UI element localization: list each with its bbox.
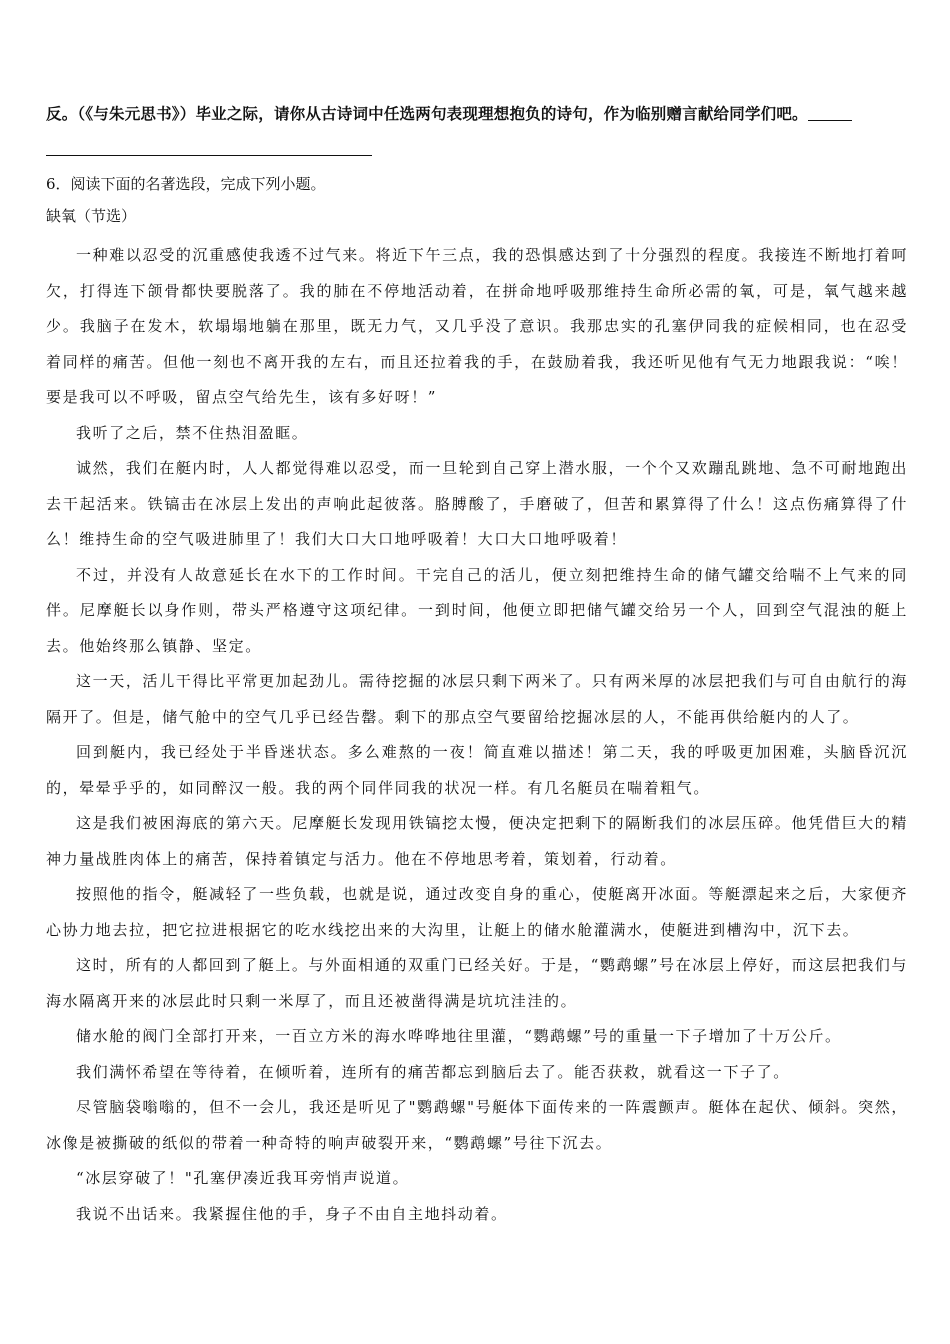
paragraph: 这是我们被困海底的第六天。尼摩艇长发现用铁镐挖太慢，便决定把剩下的隔断我们的冰层压碎。他凭借巨大的精神力量战胜肉体上的痛苦，保持着镇定与活力。他在不停地思考着，策划着，行动着。 <box>46 814 908 868</box>
answer-blank-inline[interactable] <box>808 102 852 121</box>
excerpt-body <box>46 238 908 1232</box>
paragraph: “冰层穿破了！"孔塞伊凑近我耳旁悄声说道。 <box>76 1169 410 1187</box>
paragraph: 这时，所有的人都回到了艇上。与外面相通的双重门已经关好。于是，“鹦鹉螺”号在冰层上停好，而这层把我们与海水隔离开来的冰层此时只剩一米厚了，而且还被凿得满是坑坑洼洼的。 <box>46 956 908 1010</box>
paragraph: 诚然，我们在艇内时，人人都觉得难以忍受，而一旦轮到自己穿上潜水服，一个个又欢蹦乱跳地、急不可耐地跑出去干起活来。铁镐击在冰层上发出的声响此起彼落。胳膊酸了，手磨破了，但苦和累算得了什么！这点伤痛算得了什么！维持生命的空气吸进肺里了！我们大口大口地呼吸着！大口大口地呼吸着！ <box>46 459 908 548</box>
paragraph: 我们满怀希望在等待着，在倾听着，连所有的痛苦都忘到脑后去了。能否获救，就看这一下子了。 <box>76 1062 790 1081</box>
paragraph: 我说不出话来。我紧握住他的手，身子不由自主地抖动着。 <box>76 1204 508 1223</box>
paragraph: 不过，并没有人故意延长在水下的工作时间。干完自己的活儿，便立刻把维持生命的储气罐交给喘不上气来的同伴。尼摩艇长以身作则，带头严格遵守这项纪律。一到时间，他便立即把储气罐交给另一个人，回到空气混浊的艇上去。他始终那么镇静、坚定。 <box>46 565 908 655</box>
question-title: 6．阅读下面的名著选段，完成下列小题。 <box>46 175 326 193</box>
previous-question-text: 反。（《与朱元思书》）毕业之际，请你从古诗词中任选两句表现理想抱负的诗句，作为临别赠言献给同学们吧。 <box>46 105 808 123</box>
previous-question-tail <box>46 101 914 127</box>
paragraph: 我听了之后，禁不住热泪盈眶。 <box>76 423 309 442</box>
answer-blank-line[interactable] <box>46 155 372 156</box>
paragraph: 这一天，活儿干得比平常更加起劲儿。需待挖掘的冰层只剩下两米了。只有两米厚的冰层把我们与可自由航行的海隔开了。但是，储气舱中的空气几乎已经告罄。剩下的那点空气要留给挖掘冰层的人，不能再供给艇内的人了。 <box>46 672 908 726</box>
paragraph: 按照他的指令，艇减轻了一些负载，也就是说，通过改变自身的重心，使艇离开冰面。等艇漂起来之后，大家便齐心协力地去拉，把它拉进根据它的吃水线挖出来的大沟里，让艇上的储水舱灌满水，使艇进到槽沟中，沉下去。 <box>46 885 908 939</box>
paragraph: 一种难以忍受的沉重感使我透不过气来。将近下午三点，我的恐惧感达到了十分强烈的程度。我接连不断地打着呵欠，打得连下颌骨都快要脱落了。我的肺在不停地活动着，在拼命地呼吸那维持生命所必需的氧，可是，氧气越来越少。我脑子在发木，软塌塌地躺在那里，既无力气，又几乎没了意识。我那忠实的孔塞伊同我的症候相同，也在忍受着同样的痛苦。但他一刻也不离开我的左右，而且还拉着我的手，在鼓励着我，我还听见他有气无力地跟我说：“唉！要是我可以不呼吸，留点空气给先生，该有多好呀！” <box>46 246 908 406</box>
excerpt-title: 缺氧（节选） <box>46 207 137 225</box>
paragraph: 储水舱的阀门全部打开来，一百立方米的海水哗哗地往里灌，“鹦鹉螺”号的重量一下子增加了十万公斤。 <box>76 1027 842 1045</box>
paragraph: 回到艇内，我已经处于半昏迷状态。多么难熬的一夜！简直难以描述！第二天，我的呼吸更加困难，头脑昏沉沉的，晕晕乎乎的，如同醉汉一般。我的两个同伴同我的状况一样。有几名艇员在喘着粗气。 <box>46 743 908 797</box>
paragraph: 尽管脑袋嗡嗡的，但不一会儿，我还是听见了"鹦鹉螺"号艇体下面传来的一阵震颤声。艇体在起伏、倾斜。突然，冰像是被撕破的纸似的带着一种奇特的响声破裂开来，“鹦鹉螺”号往下沉去。 <box>46 1098 908 1152</box>
